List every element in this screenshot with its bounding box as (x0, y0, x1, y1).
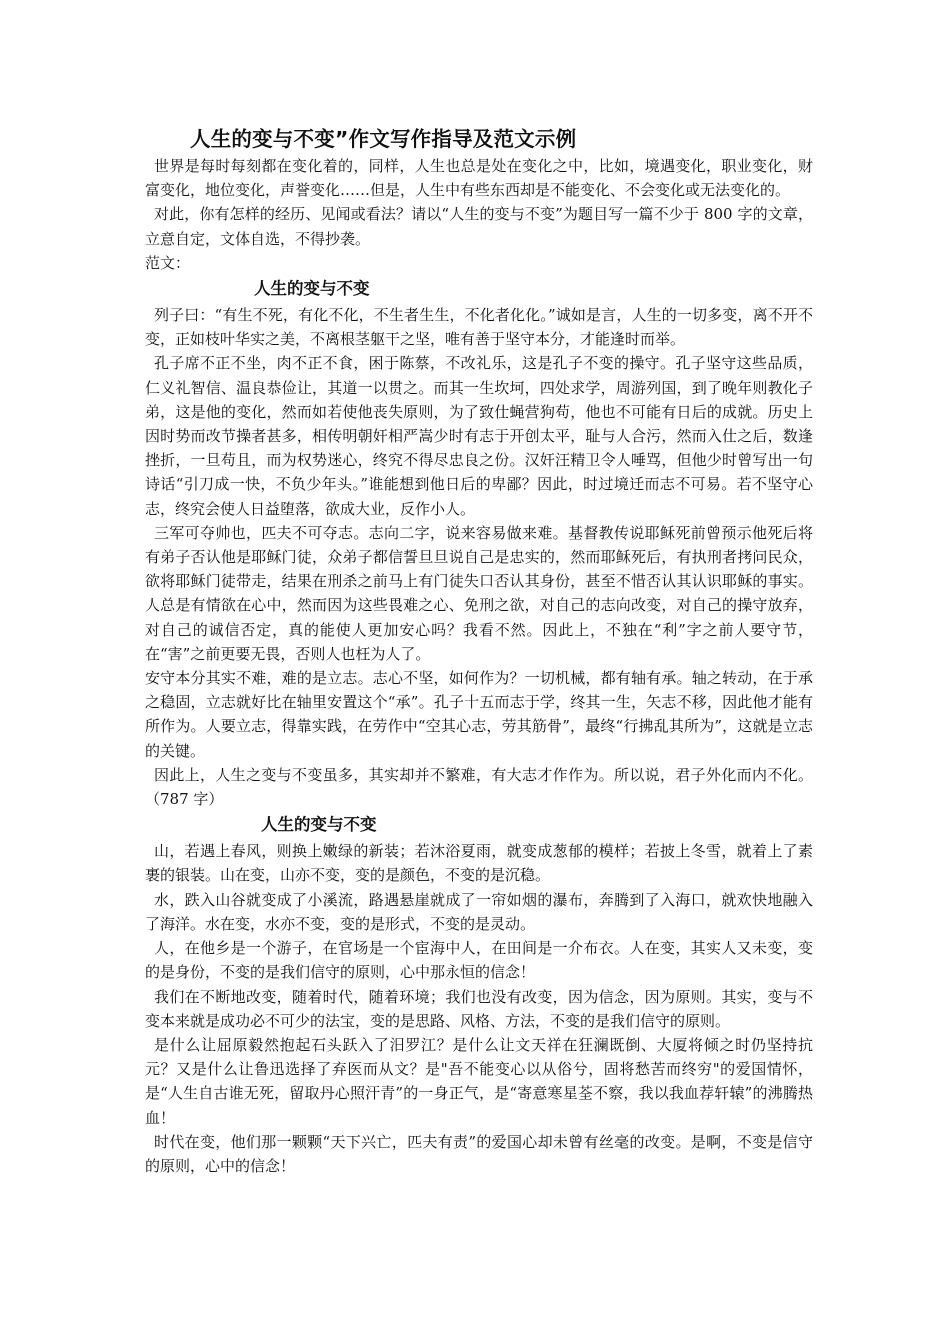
document-title: 人生的变与不变”作文写作指导及范文示例 (190, 127, 577, 151)
essay-1-paragraph: 安守本分其实不难，难的是立志。志心不坚，如何作为？一切机械，都有轴有承。轴之转动，在于承之稳固，立志就好比在轴里安置这个“承”。孔子十五而志于学，终其一生，矢志不移，因此他才能有所作为。人要立志，得靠实践，在劳作中“空其心志，劳其筋骨”，最终“行拂乱其所为”，这就是立志的关键。 (145, 669, 813, 760)
essay-1-paragraph: 三军可夺帅也，匹夫不可夺志。志向二字，说来容易做来难。基督教传说耶稣死前曾预示他死后将有弟子否认他是耶稣门徒，众弟子都信誓旦旦说自己是忠实的，然而耶稣死后，有执刑者拷问民众，欲将耶稣门徒带走，结果在刑杀之前马上有门徒失口否认其身份，甚至不惜否认其认识耶稣的事实。人总是有情欲在心中，然而因为这些畏难之心、免刑之欲，对自己的志向改变，对自己的操守放弃，对自己的诚信否定，真的能使人更加安心吗？我看不然。因此上，不独在“利”字之前人要守节，在“害”之前更要无畏，否则人也枉为人了。 (145, 523, 813, 663)
document-page (145, 124, 813, 1178)
sample-label: 范文： (145, 253, 191, 272)
essay-2-title: 人生的变与不变 (261, 815, 377, 835)
essay-2-paragraph: 是什么让屈原毅然抱起石头跃入了汨罗江？是什么让文天祥在狂澜既倒、大厦将倾之时仍坚持抗元？又是什么让鲁迅选择了弃医而从文？是"吾不能变心以从俗兮，固将愁苦而终穷"的爱国情怀，是“人生自古谁无死，留取丹心照汗青”的一身正气，是“寄意寒星荃不察，我以我血荐轩辕”的沸腾热血！ (145, 1035, 813, 1127)
essay-2-paragraph: 水，跌入山谷就变成了小溪流，路遇悬崖就成了一帘如烟的瀑布，奔腾到了入海口，就欢快地融入了海洋。水在变，水亦不变，变的是形式，不变的是灵动。 (145, 890, 813, 933)
essay-1-paragraph: 列子曰：“有生不死，有化不化，不生者生生，不化者化化。”诚如是言，人生的一切多变，离不开不变，正如枝叶华实之美，不离根茎躯干之坚，唯有善于坚守本分，才能逢时而举。 (145, 306, 813, 349)
essay-2-paragraph: 人，在他乡是一个游子，在官场是一个宦海中人，在田间是一介布衣。人在变，其实人又未变，变的是身份，不变的是我们信守的原则，心中那永恒的信念！ (145, 939, 813, 982)
essay-2-paragraph: 山，若遇上春风，则换上嫩绿的新装；若沐浴夏雨，就变成葱郁的模样；若披上冬雪，就着上了素裹的银装。山在变，山亦不变，变的是颜色，不变的是沉稳。 (145, 842, 813, 885)
essay-1-paragraph: 孔子席不正不坐，肉不正不食，困于陈蔡，不改礼乐，这是孔子不变的操守。孔子坚守这些品质，仁义礼智信、温良恭俭让，其道一以贯之。而其一生坎坷，四处求学，周游列国，到了晚年则教化子弟，这是他的变化，然而如若使他丧失原则，为了致仕蝇营狗苟，他也不可能有日后的成就。历史上因时势而改节操者甚多，相传明朝奸相严嵩少时有志于开创太平，耻与人合污，然而入仕之后，数逢挫折，一旦苟且，而为权势迷心，终究不得尽忠良之份。汉奸汪精卫令人唾骂，但他少时曾写出一句诗话“引刀成一快，不负少年头。”谁能想到他日后的卑鄙？因此，时过境迁而志不可易。若不坚守心志，终究会使人日益堕落，欲成大业，反作小人。 (145, 354, 813, 518)
prompt-paragraph-1: 世界是每时每刻都在变化着的，同样，人生也总是处在变化之中，比如，境遇变化，职业变化，财富变化，地位变化，声誉变化……但是，人生中有些东西却是不能变化、不会变化或无法变化的。 (145, 157, 813, 200)
essay-1-paragraph: 因此上，人生之变与不变虽多，其实却并不繁难，有大志才作作为。所以说，君子外化而内不化。（787 字） (145, 765, 813, 809)
prompt-paragraph-2: 对此，你有怎样的经历、见闻或看法？请以“人生的变与不变”为题目写一篇不少于 800 字的文章，立意自定，文体自选，不得抄袭。 (145, 205, 813, 248)
essay-2-paragraph: 我们在不断地改变，随着时代，随着环境；我们也没有改变，因为信念，因为原则。其实，变与不变本来就是成功必不可少的法宝，变的是思路、风格、方法，不变的是我们信守的原则。 (145, 987, 813, 1030)
essay-2-paragraph: 时代在变，他们那一颗颗“天下兴亡，匹夫有责”的爱国心却未曾有丝毫的改变。是啊，不变是信守的原则，心中的信念！ (145, 1132, 813, 1175)
essay-1-title: 人生的变与不变 (254, 279, 370, 299)
